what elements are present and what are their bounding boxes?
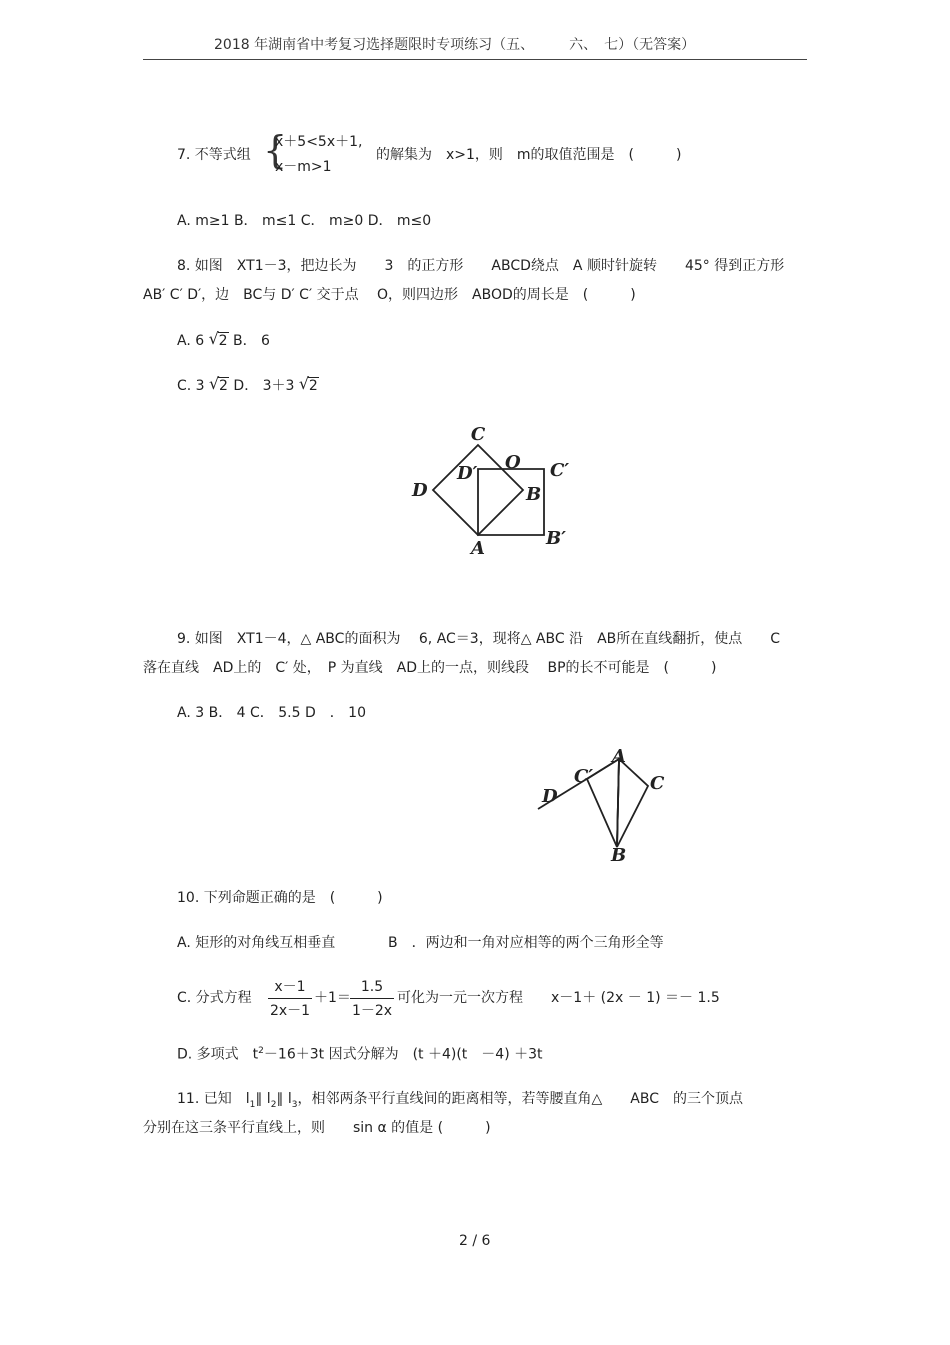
sqrt-symbol: √ 2 <box>298 374 318 394</box>
q8-optC-radicand: 2 <box>219 378 228 394</box>
q7-brace: { <box>263 128 288 172</box>
label-d-prime: D′ <box>457 463 478 484</box>
q8-option-cd <box>177 374 319 394</box>
q8-optD: D． 3＋3 <box>233 378 295 394</box>
q10-optD-prefix: D. 多项式 t <box>177 1046 259 1063</box>
q8-optB: B． 6 <box>232 333 270 349</box>
fraction-2-denominator: 1－2x <box>351 1003 393 1019</box>
q10-option-c-suffix: 可化为一元一次方程 x－1＋ (2x － 1) ＝－ 1.5 <box>397 990 720 1006</box>
label-c: C <box>650 773 665 794</box>
fraction-1-numerator: x－1 <box>274 979 306 995</box>
q7-suffix: 的解集为 x>1，则 m的取值范围是 ( ) <box>376 147 682 163</box>
q10-stem: 10. 下列命题正确的是 ( ) <box>177 890 383 906</box>
q10-fraction-2 <box>350 980 394 1018</box>
triangle-abc <box>617 759 648 847</box>
label-b-prime: B′ <box>546 528 566 549</box>
q10-plus-one: ＋1＝ <box>314 990 351 1006</box>
label-a: A <box>471 538 485 559</box>
q11-line1-suffix: ，相邻两条平行直线间的距离相等，若等腰直角△ ABC 的三个顶点 <box>297 1091 743 1107</box>
sqrt-symbol: √ 2 <box>208 329 228 349</box>
label-c: C <box>470 424 486 445</box>
q9-options: A. 3 B． 4 C． 5.5 D ． 10 <box>177 705 366 721</box>
q9-line2: 落在直线 AD上的 C′ 处， P 为直线 AD上的一点，则线段 BP的长不可能是 ( ) <box>143 660 717 676</box>
fraction-2-numerator: 1.5 <box>360 979 384 995</box>
segment-ab <box>617 759 619 847</box>
q8-optA-prefix: A. 6 <box>177 333 205 349</box>
sqrt-symbol: √ 2 <box>209 374 228 394</box>
q11-parallel-1: ∥ l <box>255 1091 271 1107</box>
label-d: D <box>412 480 428 501</box>
q7-options: A. m≥1 B． m≤1 C． m≥0 D． m≤0 <box>177 213 432 229</box>
header-rule <box>143 59 807 60</box>
q8-line1: 8. 如图 XT1－3，把边长为 3 的正方形 ABCD绕点 A 顺时针旋转 45° 得到正方形 <box>177 258 785 274</box>
fraction-1-denominator: 2x－1 <box>269 1003 311 1019</box>
q9-line1: 9. 如图 XT1－4，△ ABC的面积为 6, AC＝3，现将△ ABC 沿 AB所在直线翻折，使点 C <box>177 631 781 647</box>
q11-sub2: 2 <box>270 1099 277 1110</box>
q8-optD-radicand: 2 <box>308 378 318 394</box>
figure-xt1-4 <box>530 745 680 870</box>
q11-line1 <box>177 1092 743 1110</box>
q10-optD-exponent: 2 <box>258 1046 264 1056</box>
label-d: D <box>542 786 558 807</box>
figure-xt1-3 <box>400 420 580 560</box>
q11-sub1: 1 <box>249 1099 256 1110</box>
q11-line2: 分别在这三条平行直线上，则 sin α 的值是 ( ) <box>143 1120 491 1136</box>
page-number: 2 / 6 <box>459 1233 491 1249</box>
q8-optA-radicand: 2 <box>218 333 228 349</box>
label-b: B <box>526 484 542 505</box>
q11-parallel-2: ∥ l <box>276 1091 292 1107</box>
q8-option-ab <box>177 329 270 349</box>
label-a: A <box>612 746 626 767</box>
q10-option-c-prefix: C. 分式方程 <box>177 990 252 1006</box>
q11-line1-prefix: 11. 已知 l <box>177 1091 250 1107</box>
q8-optC-prefix: C. 3 <box>177 378 205 394</box>
q7-system-line1: x＋5<5x＋1, <box>275 134 363 150</box>
q8-line2: AB′ C′ D′，边 BC与 D′ C′ 交于点 O，则四边形 ABOD的周长是 ( ) <box>143 287 636 303</box>
label-c-prime: C′ <box>550 460 570 481</box>
q10-optD-suffix: －16＋3t 因式分解为 (t ＋4)(t －4) ＋3t <box>263 1046 543 1063</box>
q10-option-a: A. 矩形的对角线互相垂直 <box>177 935 336 951</box>
q10-fraction-1 <box>268 980 312 1018</box>
q11-sub3: 3 <box>291 1099 298 1110</box>
q7-prefix: 7. 不等式组 <box>177 147 251 163</box>
label-o: O <box>505 452 521 473</box>
label-b: B <box>611 845 627 866</box>
fraction-bar <box>268 998 312 999</box>
label-c-prime: C′ <box>574 766 594 787</box>
q7-system-line2: x－m>1 <box>275 159 332 175</box>
page-header-title: 2018 年湖南省中考复习选择题限时专项练习（五、 六、 七）（无答案） <box>214 37 696 53</box>
q10-option-d <box>177 1047 543 1062</box>
fraction-bar <box>350 998 394 999</box>
q10-option-b: B ．两边和一角对应相等的两个三角形全等 <box>388 935 664 951</box>
